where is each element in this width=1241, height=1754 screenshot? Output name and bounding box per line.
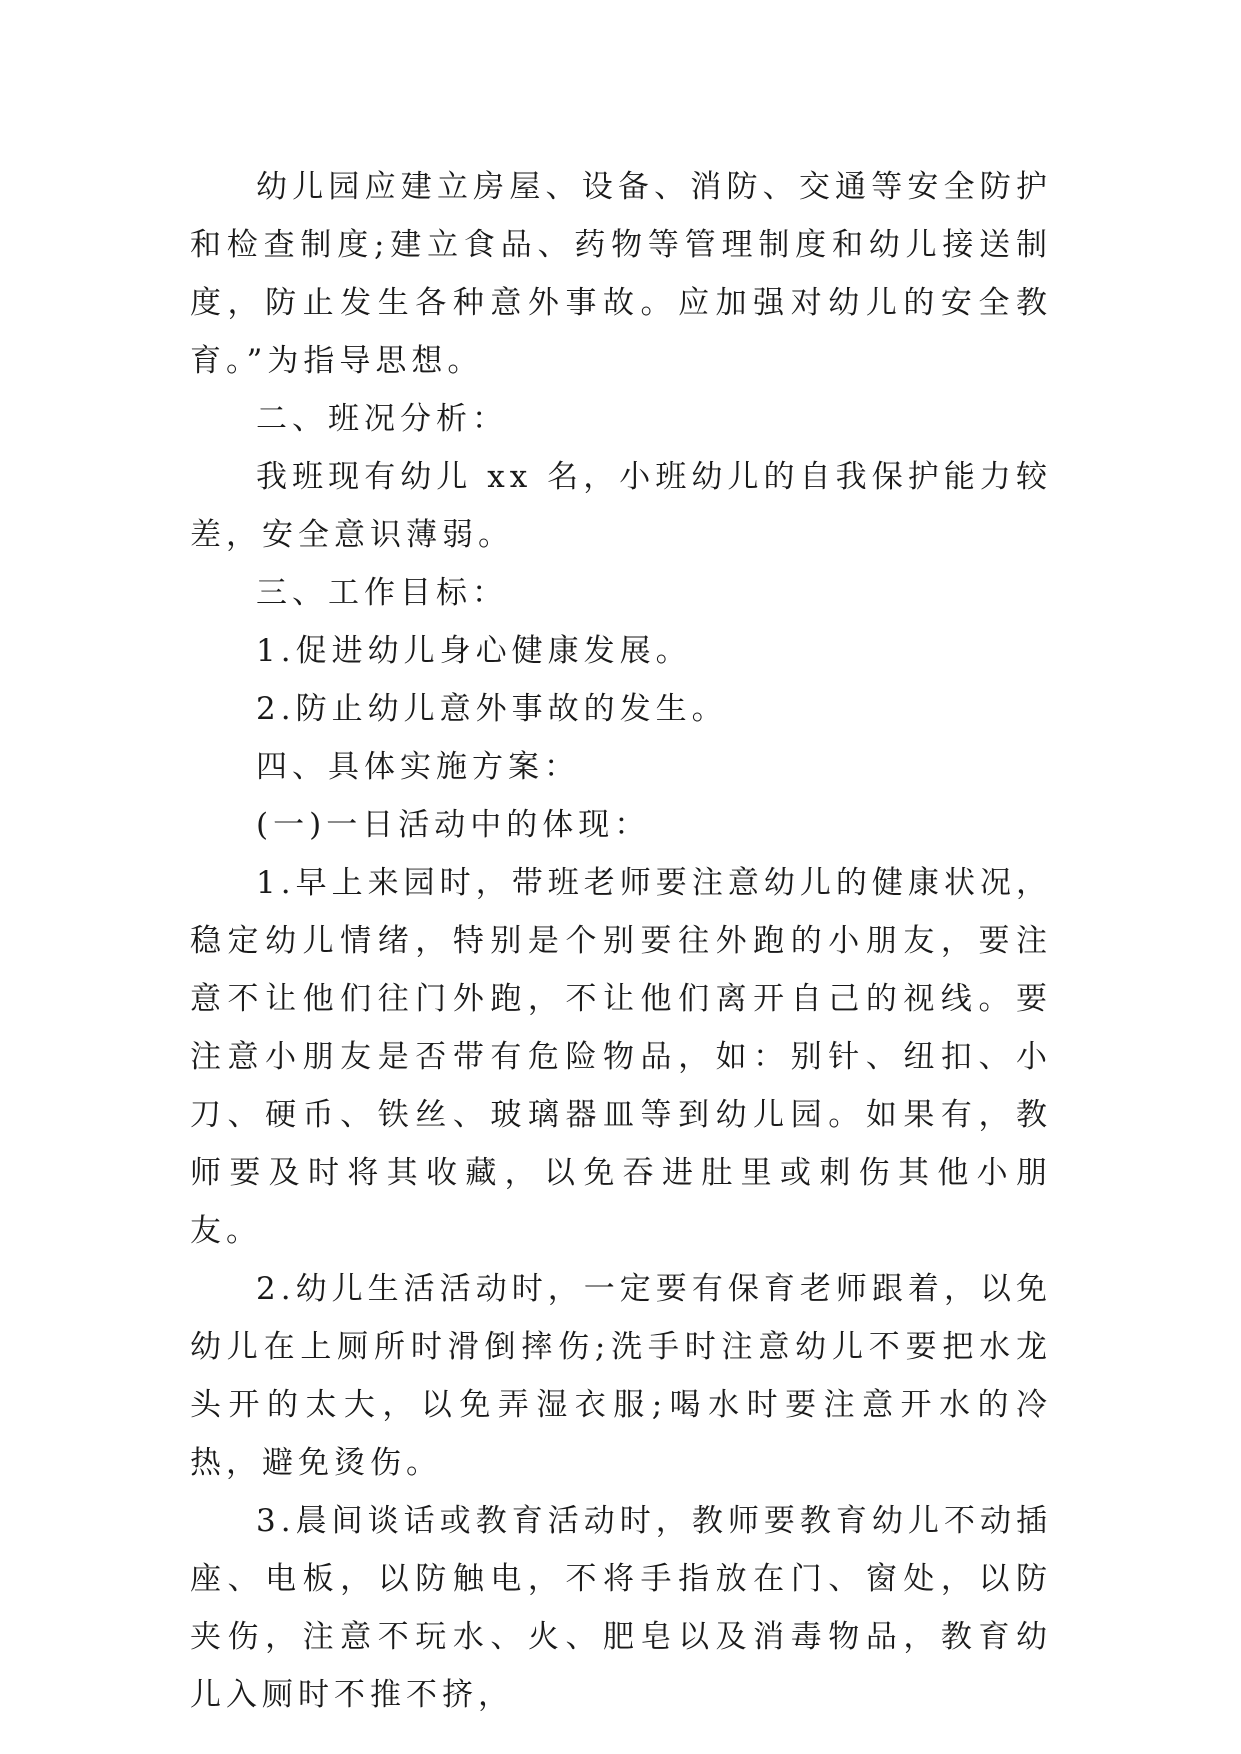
paragraph-class-analysis: 我班现有幼儿 xx 名，小班幼儿的自我保护能力较差，安全意识薄弱。 [190, 459, 1052, 553]
list-item-goal-2: 2.防止幼儿意外事故的发生。 [256, 691, 728, 727]
paragraph-morning-arrival: 1.早上来园时，带班老师要注意幼儿的健康状况，稳定幼儿情绪，特别是个别要往外跑的小朋友，要注意不让他们往门外跑，不让他们离开自己的视线。要注意小朋友是否带有危险物品，如：别针、纽扣、小刀、硬币、铁丝、玻璃器皿等到幼儿园。如果有，教师要及时将其收藏，以免吞进肚里或刺伤其他小朋友。 [190, 865, 1052, 1249]
paragraph-daily-life-activities: 2.幼儿生活活动时，一定要有保育老师跟着，以免幼儿在上厕所时滑倒摔伤;洗手时注意幼儿不要把水龙头开的太大，以免弄湿衣服;喝水时要注意开水的冷热，避免烫伤。 [190, 1271, 1052, 1481]
paragraph-guiding-principle: 幼儿园应建立房屋、设备、消防、交通等安全防护和检查制度;建立食品、药物等管理制度和幼儿接送制度，防止发生各种意外事故。应加强对幼儿的安全教育。”为指导思想。 [190, 169, 1052, 379]
document-body [190, 158, 1052, 1724]
paragraph-morning-talk: 3.晨间谈话或教育活动时，教师要教育幼儿不动插座、电板，以防触电，不将手指放在门、窗处，以防夹伤，注意不玩水、火、肥皂以及消毒物品，教育幼儿入厕时不推不挤， [190, 1503, 1052, 1713]
heading-class-analysis: 二、班况分析： [256, 401, 508, 437]
heading-implementation-plan: 四、具体实施方案： [256, 749, 580, 785]
list-item-goal-1: 1.促进幼儿身心健康发展。 [256, 633, 692, 669]
subheading-daily-activities: (一)一日活动中的体现： [256, 807, 651, 843]
heading-work-goals: 三、工作目标： [256, 575, 508, 611]
